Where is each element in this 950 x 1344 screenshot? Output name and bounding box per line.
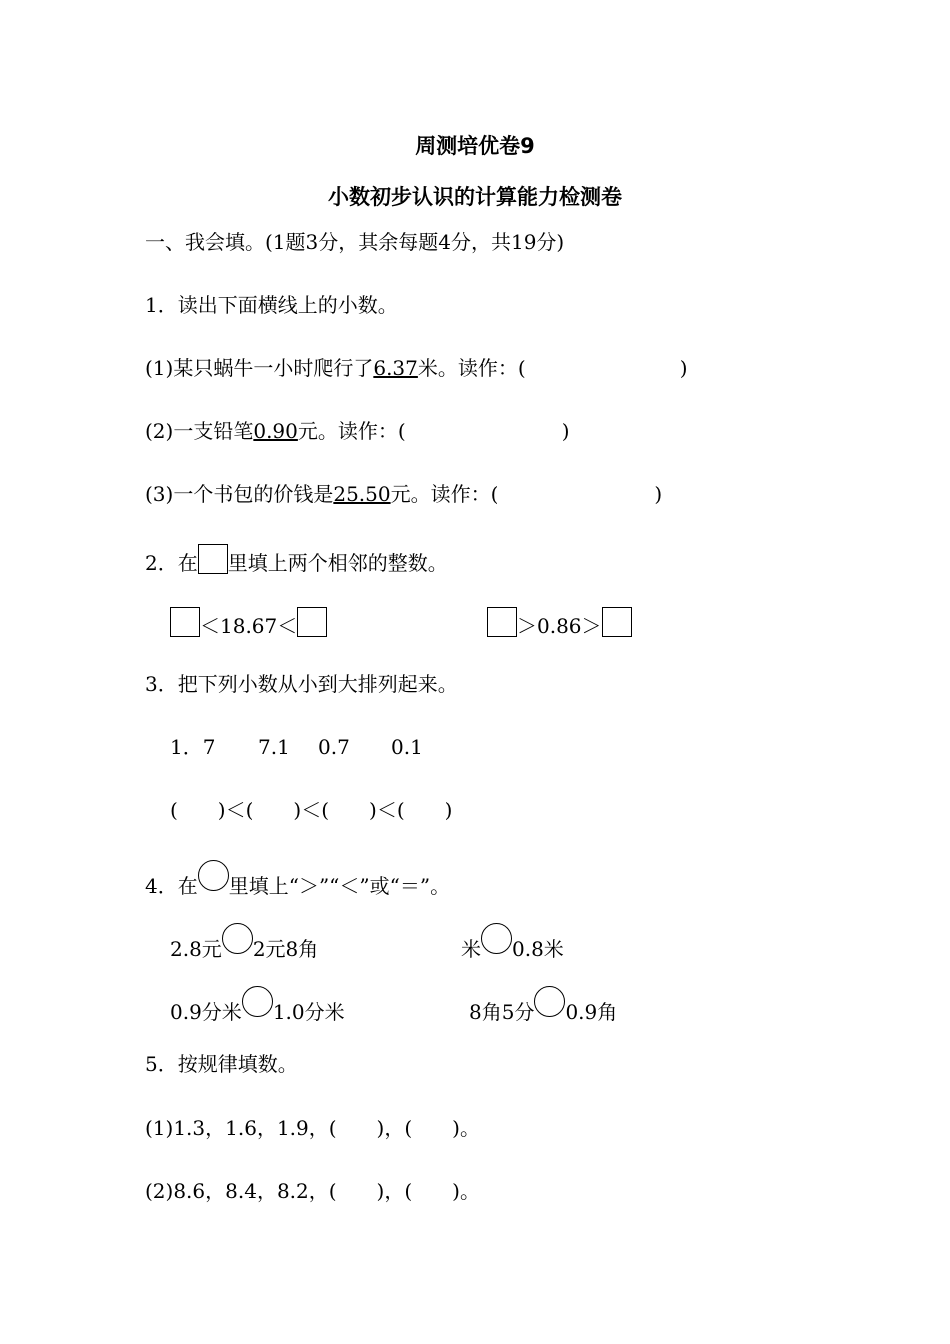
q3-number: 0.7 [318,735,350,759]
q3-stem: 3．把下列小数从小到大排列起来。 [145,672,458,696]
square-box-icon [198,544,228,574]
q4-item-left: 2.8元 [170,937,222,961]
q1-a-close: ) [679,356,688,380]
q2-stem-pre: 2．在 [145,551,198,575]
q4-stem [145,860,450,899]
q2-left [170,607,327,639]
q4-item-2 [461,923,564,962]
q1-c [145,481,662,507]
q4-item-right: 0.9角 [565,1000,618,1024]
q1-a [145,355,688,381]
q3-number: 1．7 [170,735,216,759]
q1-stem: 1．读出下面横线上的小数。 [145,293,398,317]
section-heading: 一、我会填。(1题3分，其余每题4分，共19分) [145,230,565,254]
q2-left-box-2[interactable] [297,607,327,637]
q4-item-1 [170,923,318,962]
q2-right-box-1[interactable] [487,607,517,637]
q4-item-left: 米 [461,937,481,961]
q1-b-close: ) [561,419,570,443]
q1-a-number: 6.37 [373,356,418,380]
q5-a[interactable]: (1)1.3，1.6，1.9，( )，( )。 [145,1116,480,1140]
q4-item-right: 2元8角 [252,937,319,961]
q2-stem-post: 里填上两个相邻的整数。 [227,551,448,575]
q4-item-left: 0.9分米 [170,1000,242,1024]
q2-right-box-2[interactable] [602,607,632,637]
q1-c-number: 25.50 [333,482,391,506]
q4-item-right: 1.0分米 [272,1000,345,1024]
q2-left-expr: ＜18.67＜ [200,614,298,638]
q4-item-4 [469,986,617,1025]
q3-order[interactable]: ( )＜( )＜( )＜( ) [170,798,453,822]
q2-right [487,607,632,639]
q3-number: 0.1 [391,735,423,759]
q1-b [145,418,570,444]
q1-c-pre: (3)一个书包的价钱是 [145,482,334,506]
circle-icon [198,860,229,891]
q4-item-left: 8角5分 [469,1000,535,1024]
compare-circle[interactable] [534,986,565,1017]
q1-c-close: ) [654,482,663,506]
q4-stem-post: 里填上“＞”“＜”或“＝”。 [228,874,451,898]
q5-b[interactable]: (2)8.6，8.4，8.2，( )，( )。 [145,1179,480,1203]
q1-a-post: 米。读作：( [417,356,526,380]
q4-item-right: 0.8米 [512,937,564,961]
q1-b-number: 0.90 [253,419,298,443]
q3-numbers [170,734,423,760]
q1-a-pre: (1)某只蜗牛一小时爬行了 [145,356,374,380]
compare-circle[interactable] [222,923,253,954]
q2-right-expr: ＞0.86＞ [517,614,602,638]
page-title: 周测培优卷9 [415,134,535,158]
q1-b-post: 元。读作：( [297,419,406,443]
q2-stem [145,544,448,576]
page-subtitle: 小数初步认识的计算能力检测卷 [328,185,622,209]
q4-item-3 [170,986,345,1025]
q2-left-box-1[interactable] [170,607,200,637]
compare-circle[interactable] [481,923,512,954]
q1-c-post: 元。读作：( [390,482,499,506]
q3-number: 7.1 [258,735,290,759]
q1-b-pre: (2)一支铅笔 [145,419,254,443]
q4-stem-pre: 4．在 [145,874,198,898]
q5-stem: 5．按规律填数。 [145,1052,298,1076]
compare-circle[interactable] [242,986,273,1017]
